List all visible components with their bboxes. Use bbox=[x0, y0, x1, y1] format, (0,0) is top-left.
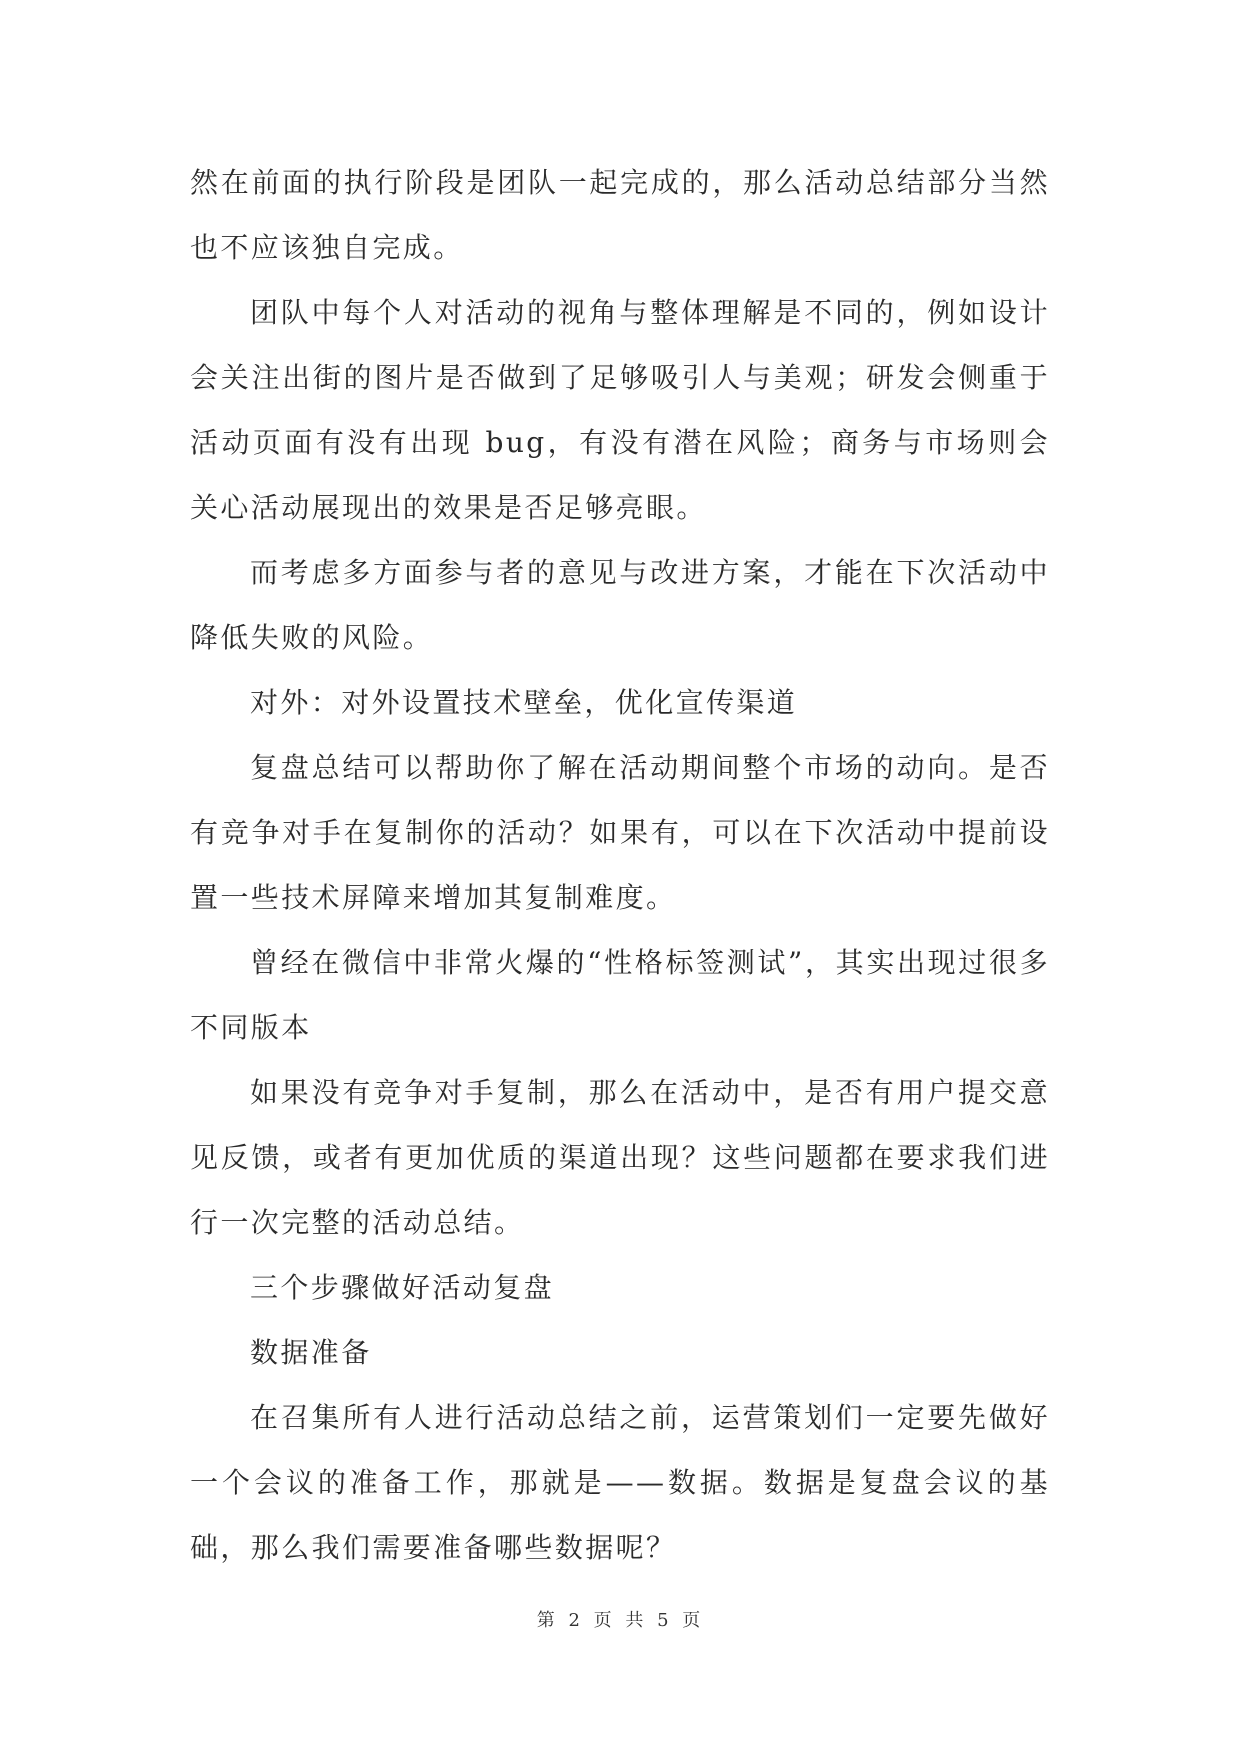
heading-external: 对外：对外设置技术壁垒，优化宣传渠道 bbox=[250, 686, 798, 719]
paragraph-10: 在召集所有人进行活动总结之前，运营策划们一定要先做好一个会议的准备工作，那就是——数据。数据是复盘会议的基础，那么我们需要准备哪些数据呢？ bbox=[190, 1401, 1050, 1564]
paragraph-3: 而考虑多方面参与者的意见与改进方案，才能在下次活动中降低失败的风险。 bbox=[190, 556, 1050, 654]
paragraph-2: 团队中每个人对活动的视角与整体理解是不同的，例如设计会关注出街的图片是否做到了足够吸引人与美观；研发会侧重于活动页面有没有出现 bug，有没有潜在风险；商务与市场则会关心活动展现出的效果是否足够亮眼。 bbox=[190, 296, 1050, 524]
paragraph-5: 复盘总结可以帮助你了解在活动期间整个市场的动向。是否有竞争对手在复制你的活动？如果有，可以在下次活动中提前设置一些技术屏障来增加其复制难度。 bbox=[190, 751, 1050, 914]
heading-three-steps: 三个步骤做好活动复盘 bbox=[250, 1271, 555, 1304]
paragraph-7: 如果没有竞争对手复制，那么在活动中，是否有用户提交意见反馈，或者有更加优质的渠道出现？这些问题都在要求我们进行一次完整的活动总结。 bbox=[190, 1076, 1050, 1239]
paragraph-1: 然在前面的执行阶段是团队一起完成的，那么活动总结部分当然也不应该独自完成。 bbox=[190, 166, 1050, 264]
page-number-footer: 第 2 页 共 5 页 bbox=[536, 1610, 705, 1631]
paragraph-6: 曾经在微信中非常火爆的“性格标签测试”，其实出现过很多不同版本 bbox=[190, 946, 1050, 1044]
heading-data-preparation: 数据准备 bbox=[250, 1336, 372, 1369]
document-body bbox=[190, 150, 1050, 1580]
